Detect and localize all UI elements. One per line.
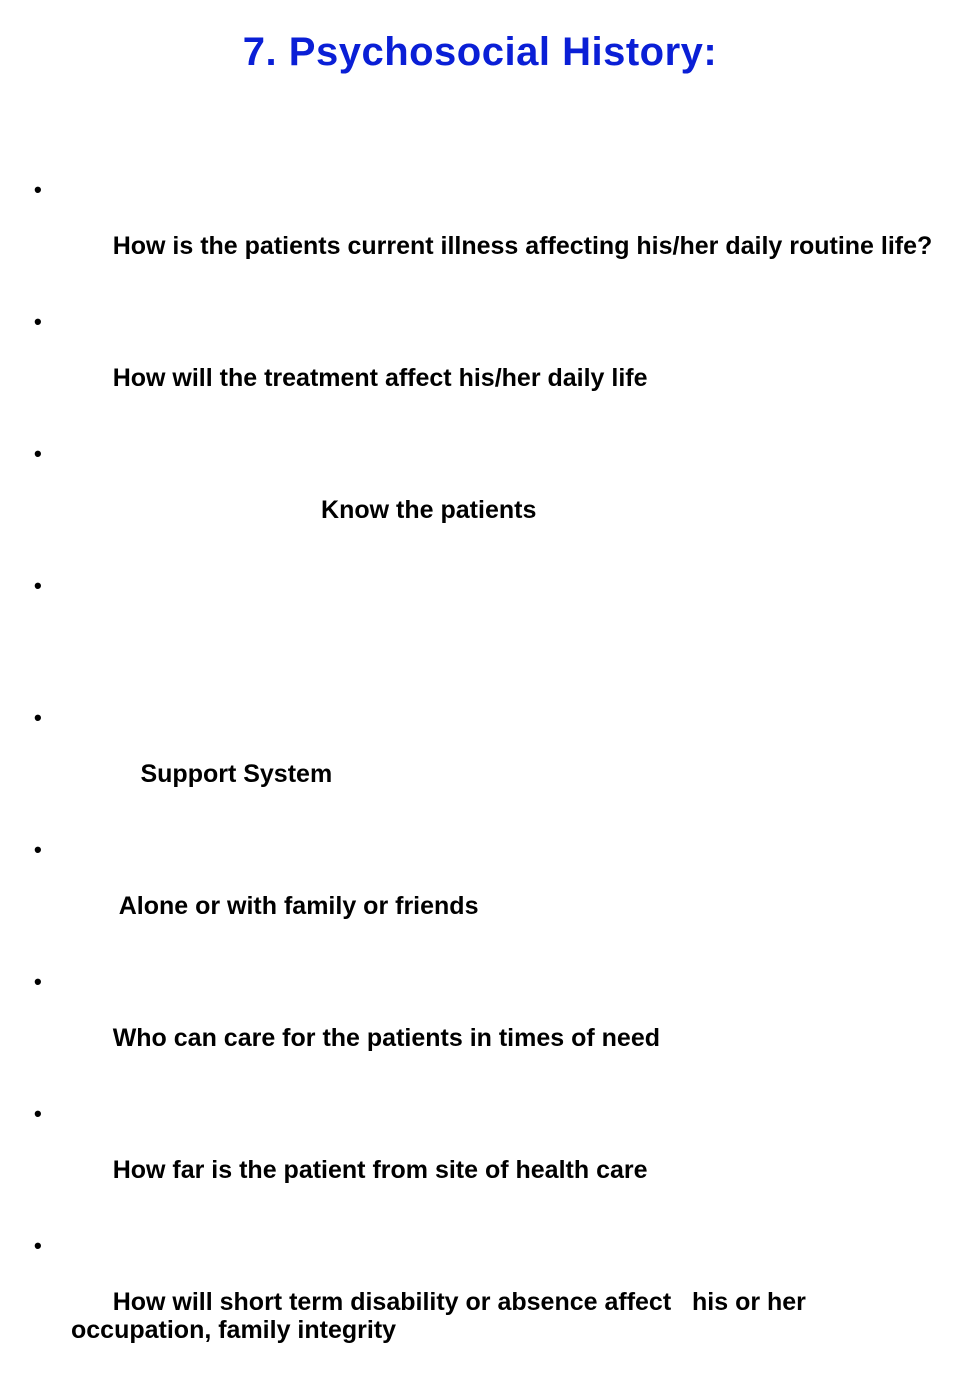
bullet-text: Alone or with family or friends xyxy=(112,892,479,920)
bullet-text: How far is the patient from site of health care xyxy=(112,1156,648,1184)
bullet-item xyxy=(34,836,934,948)
bullet-item xyxy=(34,968,934,1080)
bullet-item xyxy=(34,704,934,816)
bullet-item xyxy=(34,440,934,552)
bullet-dot-icon: • xyxy=(34,177,42,202)
bullet-text: How will the treatment affect his/her daily life xyxy=(112,364,648,392)
bullet-item xyxy=(34,572,934,684)
bullet-dot-icon: • xyxy=(34,309,42,334)
bullet-dot-icon: • xyxy=(34,1233,42,1258)
slide-title: 7. Psychosocial History: xyxy=(242,30,718,74)
bullet-dot-icon: • xyxy=(34,837,42,862)
bullet-item xyxy=(34,1232,934,1372)
bullet-dot-icon: • xyxy=(34,1101,42,1126)
bullet-text: How will short term disability or absence affect his or her occupation, family integrity xyxy=(71,1288,813,1344)
bullet-dot-icon: • xyxy=(34,705,42,730)
bullet-dot-icon: • xyxy=(34,573,42,598)
bullet-dot-icon: • xyxy=(34,441,42,466)
bullet-item xyxy=(34,1100,934,1212)
bullet-item xyxy=(34,308,934,420)
bullet-dot-icon: • xyxy=(34,969,42,994)
bullet-item xyxy=(34,176,934,288)
bullet-text: Know the patients xyxy=(112,496,537,524)
bullet-list xyxy=(34,176,934,1392)
bullet-text: Support System xyxy=(112,760,333,788)
bullet-text: How is the patients current illness affecting his/her daily routine life? xyxy=(112,232,933,260)
bullet-text: Who can care for the patients in times of need xyxy=(112,1024,661,1052)
